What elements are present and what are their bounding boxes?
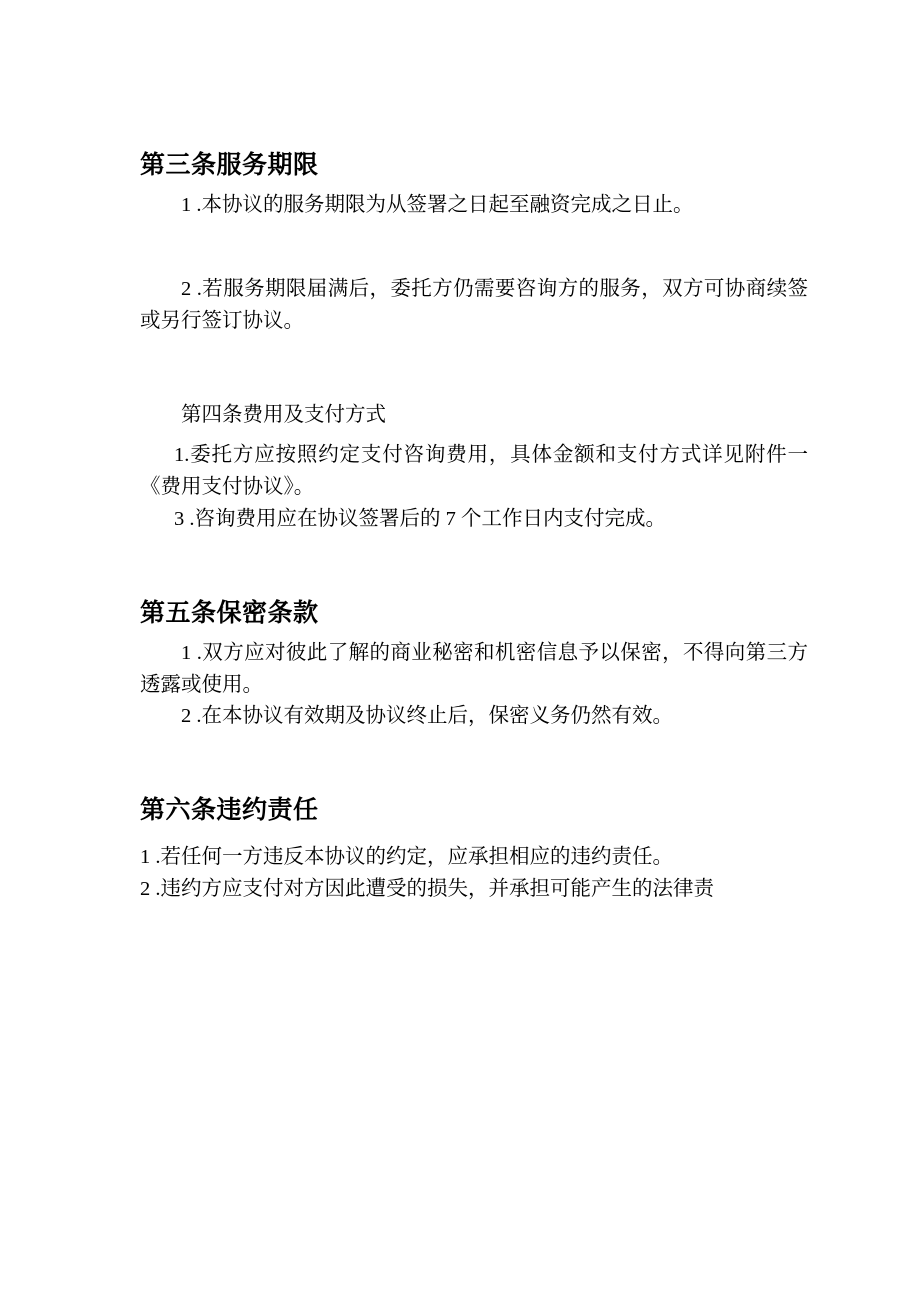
- spacer: [140, 338, 808, 400]
- spacer: [140, 431, 808, 440]
- spacer: [140, 181, 808, 190]
- section-heading-service-term: 第三条服务期限: [140, 151, 319, 179]
- paragraph-5-1: 1 .双方应对彼此了解的商业秘密和机密信息予以保密，不得向第三方透露或使用。: [140, 641, 808, 696]
- paragraph-3-1: 1 .本协议的服务期限为从签署之日起至融资完成之日止。: [181, 194, 694, 217]
- paragraph-6-2: 2 .违约方应支付对方因此遭受的损失，并承担可能产生的法律责: [140, 878, 714, 901]
- paragraph-4-1: 1.委托方应按照约定支付咨询费用，具体金额和支付方式详见附件一《费用支付协议》。: [140, 444, 808, 499]
- paragraph-4-3: 3 .咨询费用应在协议签署后的 7 个工作日内支付完成。: [174, 507, 666, 530]
- document-body: [140, 150, 808, 906]
- spacer: [140, 536, 808, 598]
- paragraph-5-2: 2 .在本协议有效期及协议终止后，保密义务仍然有效。: [181, 705, 673, 728]
- section-heading-fees: 第四条费用及支付方式: [181, 403, 386, 426]
- spacer: [140, 629, 808, 638]
- section-heading-confidentiality: 第五条保密条款: [140, 598, 319, 627]
- spacer: [140, 222, 808, 274]
- spacer: [140, 733, 808, 795]
- section-heading-breach-liability: 第六条违约责任: [140, 796, 319, 825]
- paragraph-6-1: 1 .若任何一方违反本协议的约定，应承担相应的违约责任。: [140, 846, 673, 869]
- paragraph-3-2: 2 .若服务期限届满后，委托方仍需要咨询方的服务，双方可协商续签或另行签订协议。: [140, 278, 808, 332]
- spacer: [140, 826, 808, 842]
